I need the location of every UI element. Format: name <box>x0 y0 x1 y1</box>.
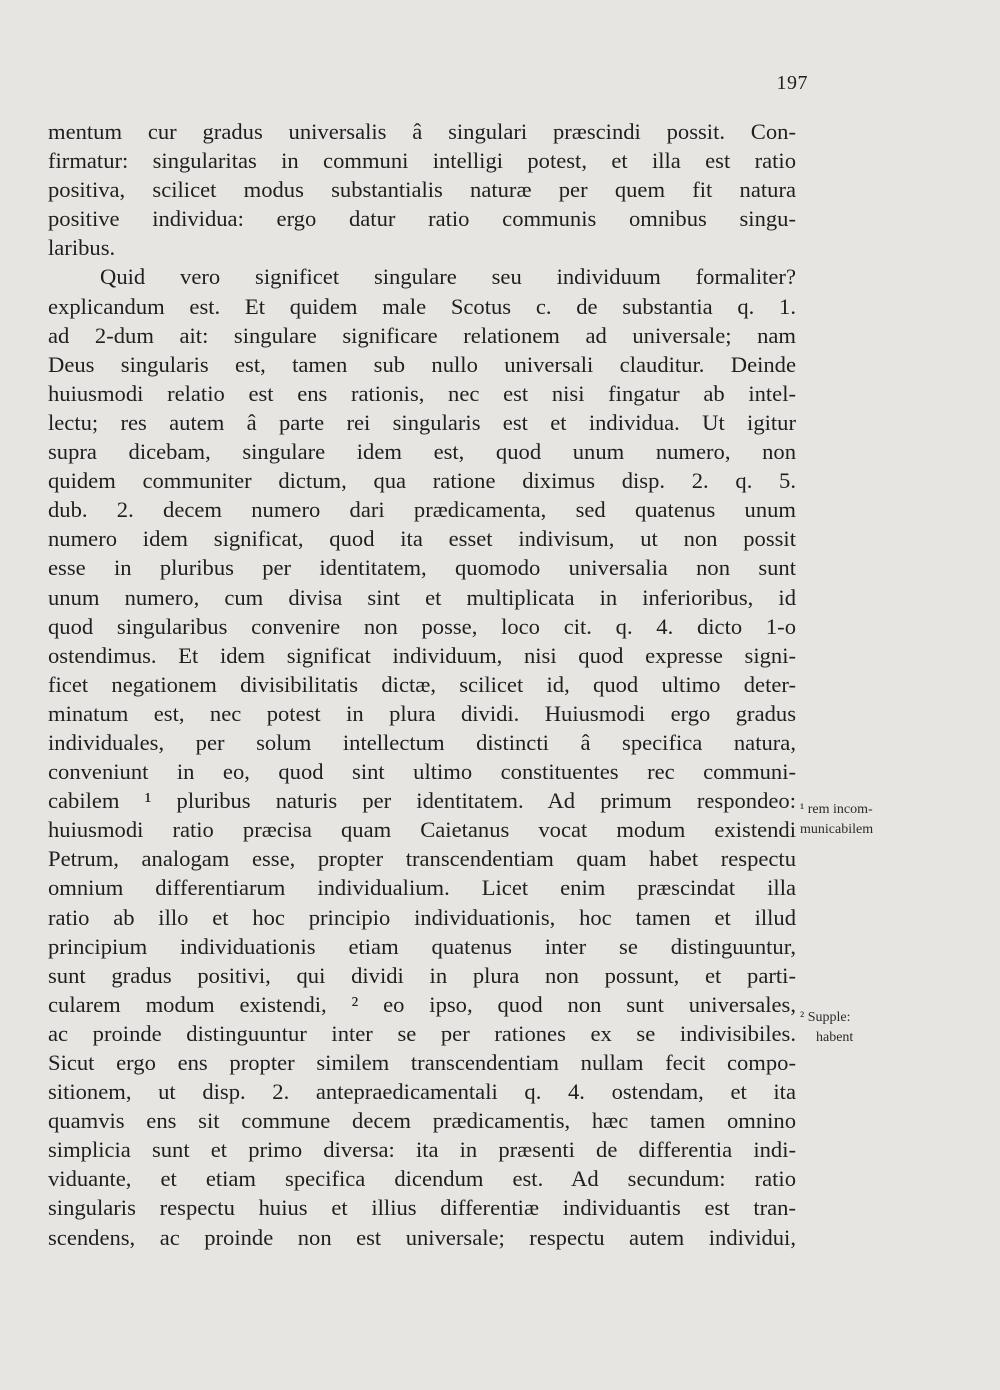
text-line: minatum est, nec potest in plura dividi. Huiusmodi ergo gradus <box>48 700 796 726</box>
paragraph-start-line: Quid vero significet singulare seu individuum formaliter? <box>100 264 796 290</box>
text-line: sitionem, ut disp. 2. antepraedicamentali q. 4. ostendam, et ita <box>48 1079 796 1105</box>
text-line: principium individuationis etiam quatenus inter se distinguuntur, <box>48 933 796 959</box>
text-line: individuales, per solum intellectum distincti â specifica natura, <box>48 729 796 755</box>
text-line: esse in pluribus per identitatem, quomodo universalia non sunt <box>48 555 796 581</box>
text-line: mentum cur gradus universalis â singulari præscindi possit. Con- <box>48 119 796 144</box>
text-line: quamvis ens sit commune decem prædicamentis, hæc tamen omnino <box>48 1108 796 1134</box>
text-line: cabilem ¹ pluribus naturis per identitatem. Ad primum respondeo: <box>48 788 796 814</box>
text-line: quod singularibus convenire non posse, loco cit. q. 4. dicto 1-o <box>48 613 796 639</box>
text-line: firmatur: singularitas in communi intelligi potest, et illa est ratio <box>48 148 796 174</box>
text-line: singularis respectu huius et illius differentiæ individuantis est tran- <box>48 1195 796 1221</box>
margin-note-line: ² Supple: <box>800 1010 851 1025</box>
text-line: viduante, et etiam specifica dicendum est. Ad secundum: ratio <box>48 1166 796 1192</box>
page-number: 197 <box>776 72 808 94</box>
text-line: conveniunt in eo, quod sint ultimo constituentes rec communi- <box>48 759 796 785</box>
margin-note-line: ¹ rem incom- <box>800 802 873 817</box>
text-line: ad 2-dum ait: singulare significare relationem ad universale; nam <box>48 322 796 348</box>
text-line: omnium differentiarum individualium. Licet enim præscindat illa <box>48 875 796 901</box>
text-line: supra dicebam, singulare idem est, quod unum numero, non <box>48 439 796 465</box>
text-line: numero idem significat, quod ita esset indivisum, ut non possit <box>48 526 796 552</box>
text-line: Deus singularis est, tamen sub nullo universali clauditur. Deinde <box>48 351 796 377</box>
text-line: scendens, ac proinde non est universale; respectu autem individui, <box>48 1224 796 1250</box>
text-line: positive individua: ergo datur ratio communis omnibus singu- <box>48 206 796 232</box>
text-line: explicandum est. Et quidem male Scotus c. de substantia q. 1. <box>48 293 796 319</box>
margin-note-2 <box>800 1008 960 1048</box>
text-line: huiusmodi ratio præcisa quam Caietanus vocat modum existendi <box>48 817 796 843</box>
text-line: unum numero, cum divisa sint et multiplicata in inferioribus, id <box>48 584 796 610</box>
text-line: lectu; res autem â parte rei singularis est et individua. Ut igitur <box>48 409 796 435</box>
text-line: cularem modum existendi, ² eo ipso, quod non sunt universales, <box>48 991 796 1017</box>
text-line: ficet negationem divisibilitatis dictæ, scilicet id, quod ultimo deter- <box>48 671 796 697</box>
main-text-block <box>48 117 796 1252</box>
text-line: positiva, scilicet modus substantialis naturæ per quem fit natura <box>48 177 796 203</box>
text-line: ac proinde distinguuntur inter se per rationes ex se indivisibiles. <box>48 1020 796 1046</box>
text-line: ratio ab illo et hoc principio individuationis, hoc tamen et illud <box>48 904 796 930</box>
text-line: sunt gradus positivi, qui dividi in plura non possunt, et parti- <box>48 962 796 988</box>
text-line: Sicut ergo ens propter similem transcendentiam nullam fecit compo- <box>48 1050 796 1075</box>
text-line: Petrum, analogam esse, propter transcendentiam quam habet respectu <box>48 846 796 872</box>
text-line: laribus. <box>48 235 116 261</box>
margin-note-line: habent <box>816 1030 854 1045</box>
text-line: huiusmodi relatio est ens rationis, nec est nisi fingatur ab intel- <box>48 380 796 406</box>
text-line: simplicia sunt et primo diversa: ita in præsenti de differentia indi- <box>48 1137 796 1163</box>
text-line: quidem communiter dictum, qua ratione diximus disp. 2. q. 5. <box>48 468 796 494</box>
margin-note-1 <box>800 800 960 840</box>
margin-note-line: municabilem <box>800 822 874 837</box>
text-line: ostendimus. Et idem significat individuum, nisi quod expresse signi- <box>48 642 796 668</box>
text-line: dub. 2. decem numero dari prædicamenta, sed quatenus unum <box>48 497 796 523</box>
